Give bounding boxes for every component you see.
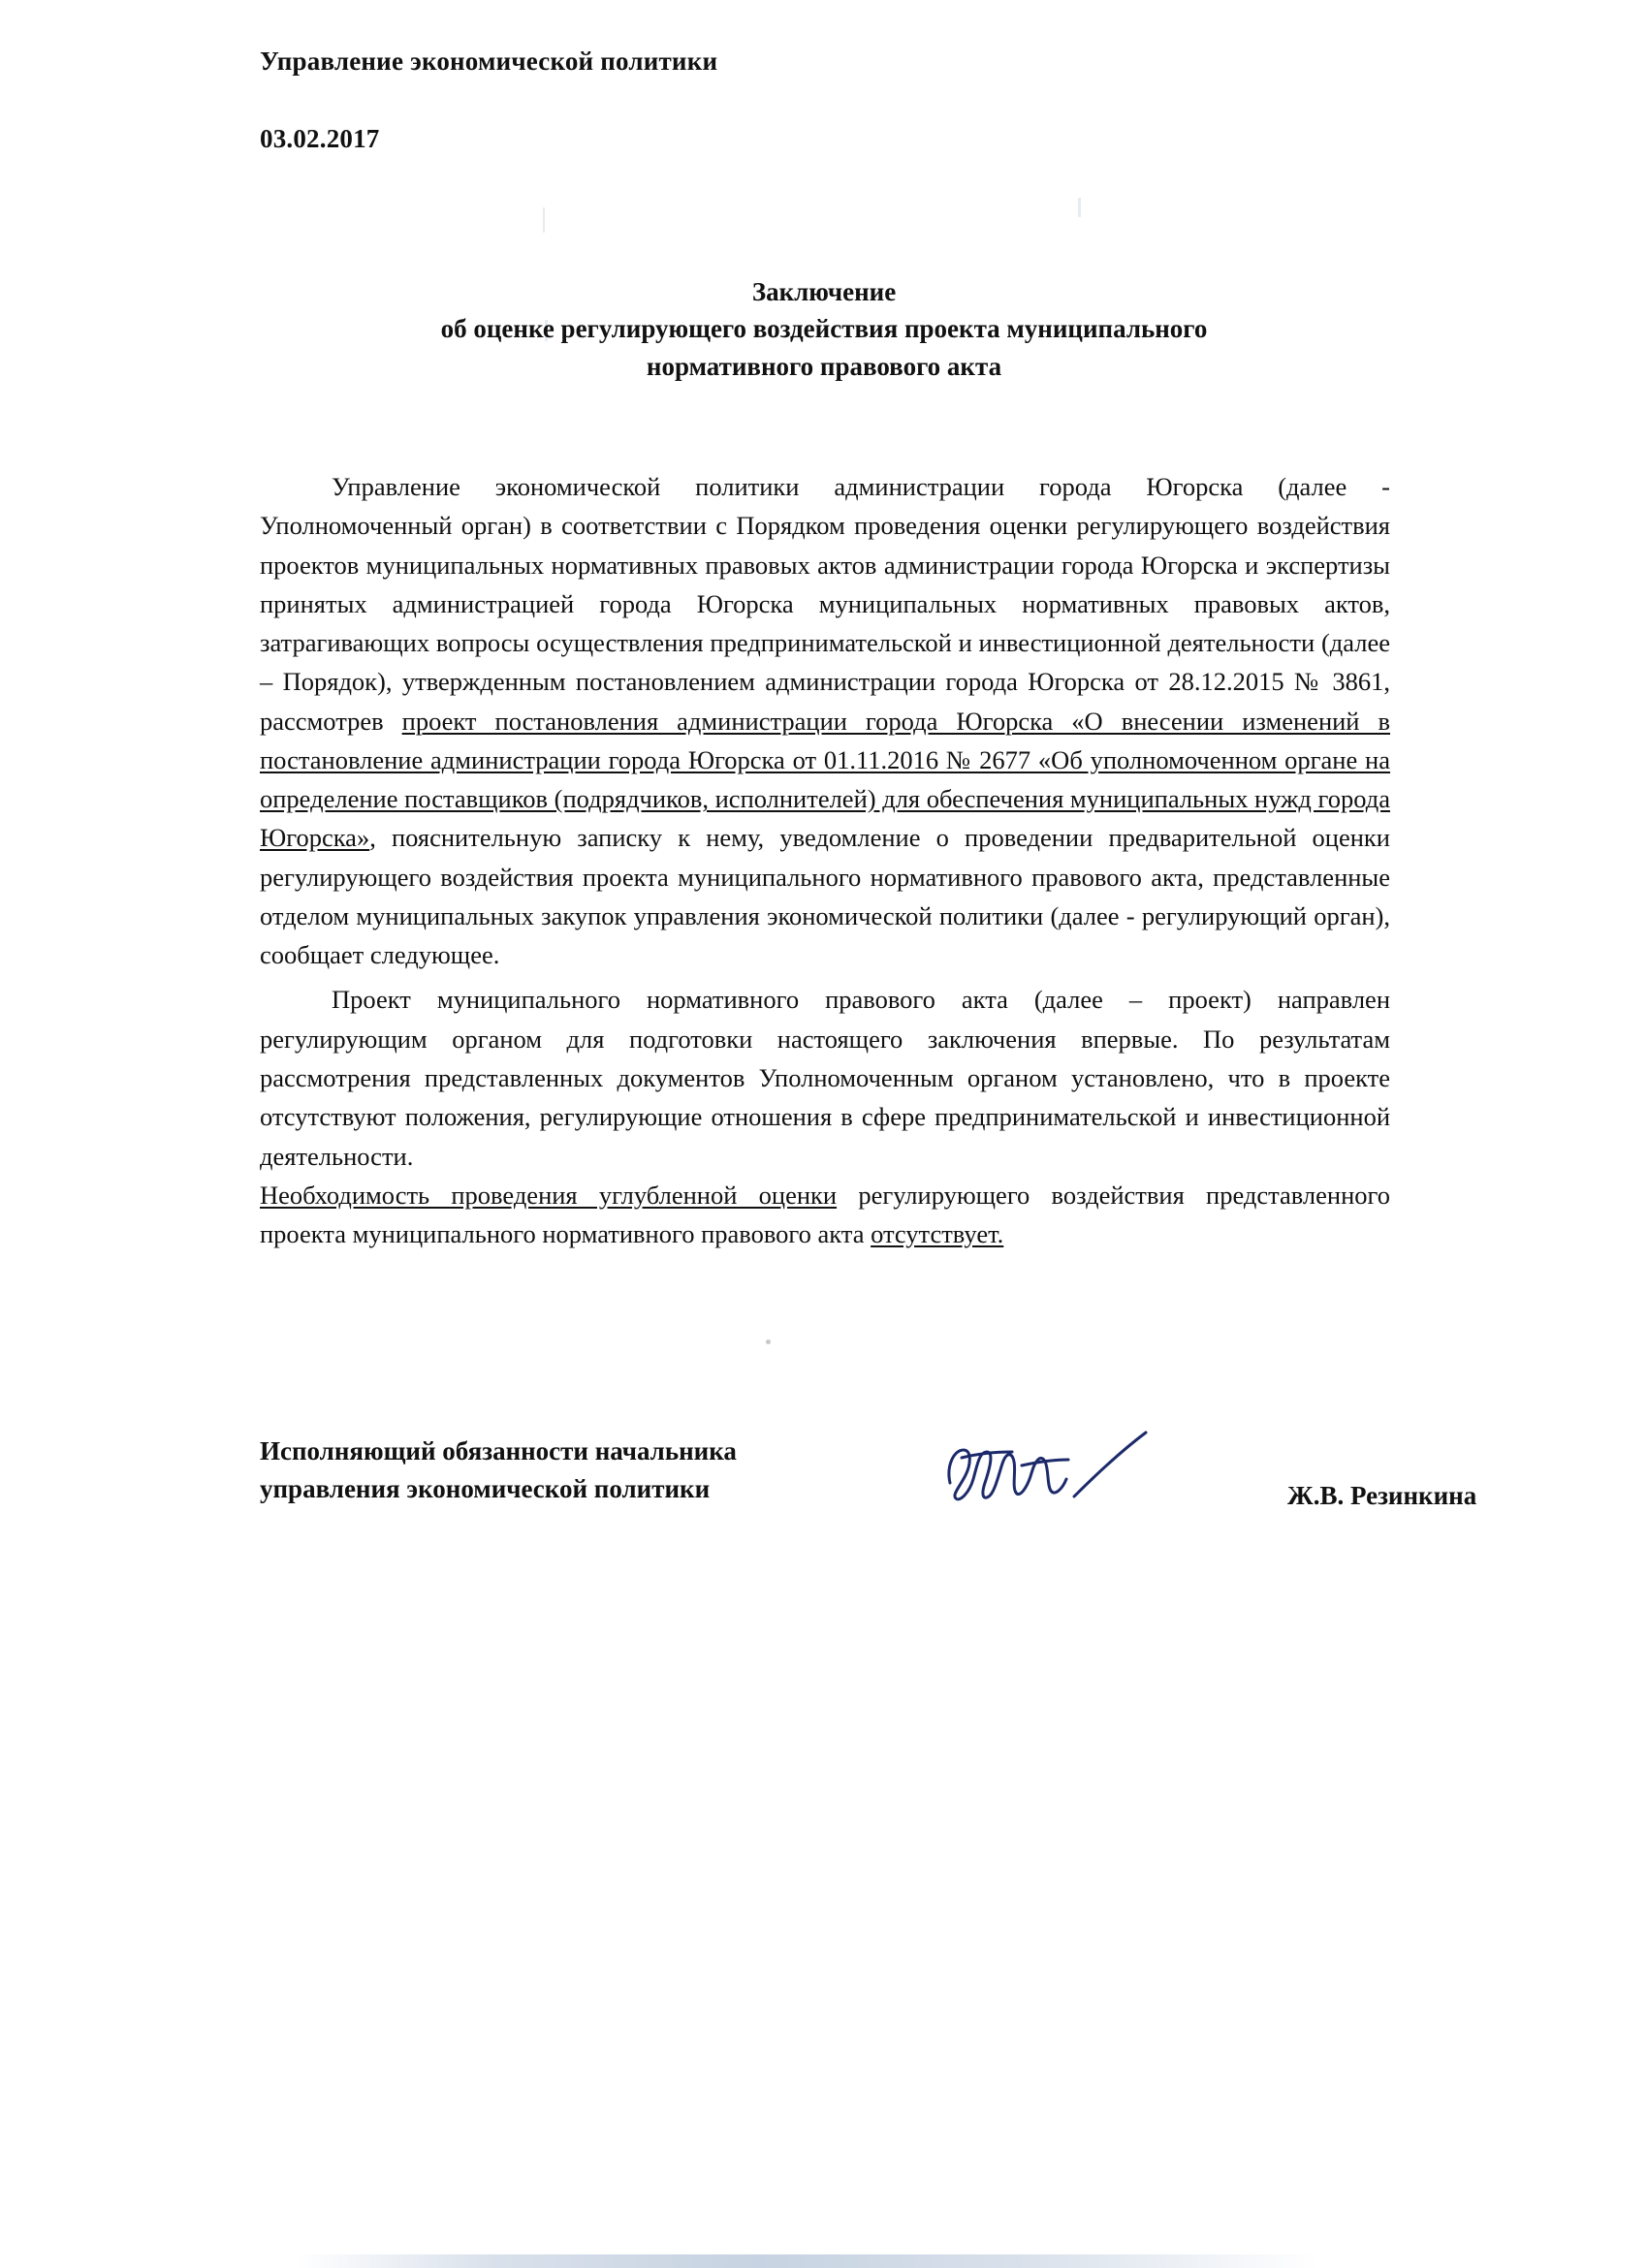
scan-artifact	[766, 1339, 771, 1344]
department-heading: Управление экономической политики	[260, 47, 718, 76]
scan-bottom-edge	[0, 2254, 1648, 2268]
signer-name: Ж.В. Резинкина	[1287, 1481, 1477, 1510]
title-line-1: Заключение	[751, 277, 897, 306]
paragraph-1-text-after: , пояснительную записку к нему, уведомление о проведении предварительной оценки регулирующего воздействия проекта муниципального нормативного правового акта, представленные отделом муниципальных закупок управления экономической политики (далее - регулирующий орган), сообщает следующее.	[260, 823, 1390, 970]
paragraph-3-underlined-start: Необходимость проведения углубленной оценки	[260, 1180, 838, 1210]
signer-title	[260, 1433, 880, 1508]
scan-artifact	[543, 207, 545, 233]
paragraph-3-middle: регулирующего воздействия представленного проекта муниципального нормативного правового акта	[260, 1180, 1390, 1249]
signer-title-line-2: управления экономической политики	[260, 1474, 711, 1504]
paragraph-1	[260, 467, 1390, 974]
title-line-3: нормативного правового акта	[646, 351, 1002, 381]
paragraph-3	[260, 1176, 1390, 1254]
scan-artifact	[1078, 198, 1081, 217]
paragraph-1-underlined-draft-reference: проект постановления администрации города Югорска «О внесении изменений в постановление администрации города Югорска от 01.11.2016 № 2677 «Об уполномоченном органе на определение поставщиков (подрядчиков, исполнителей) для обеспечения муниципальных нужд города Югорска»	[260, 706, 1390, 853]
title-line-2: об оценке регулирующего воздействия проекта муниципального	[440, 314, 1208, 344]
handwritten-signature-icon	[938, 1415, 1229, 1522]
paragraph-1-text-before: Управление экономической политики администрации города Югорска (далее - Уполномоченный орган) в соответствии с Порядком проведения оценки регулирующего воздействия проектов муниципальных нормативных правовых актов администрации города Югорска и экспертизы принятых администрацией города Югорска муниципальных нормативных правовых актов, затрагивающих вопросы осуществления предпринимательской и инвестиционной деятельности (далее – Порядок), утвержденным постановлением администрации города Югорска от 28.12.2015 № 3861, рассмотрев	[260, 472, 1390, 736]
signer-title-line-1: Исполняющий обязанности начальника	[260, 1436, 737, 1465]
document-date: 03.02.2017	[260, 124, 380, 153]
paragraph-2: Проект муниципального нормативного правового акта (далее – проект) направлен регулирующим органом для подготовки настоящего заключения впервые. По результатам рассмотрения представленных документов Уполномоченным органом установлено, что в проекте отсутствуют положения, регулирующие отношения в сфере предпринимательской и инвестиционной деятельности.	[260, 985, 1390, 1171]
signature-block	[260, 1433, 1477, 1510]
document-body	[260, 467, 1390, 1259]
document-title	[260, 273, 1388, 385]
paragraph-3-underlined-conclusion: отсутствует.	[871, 1219, 1004, 1249]
